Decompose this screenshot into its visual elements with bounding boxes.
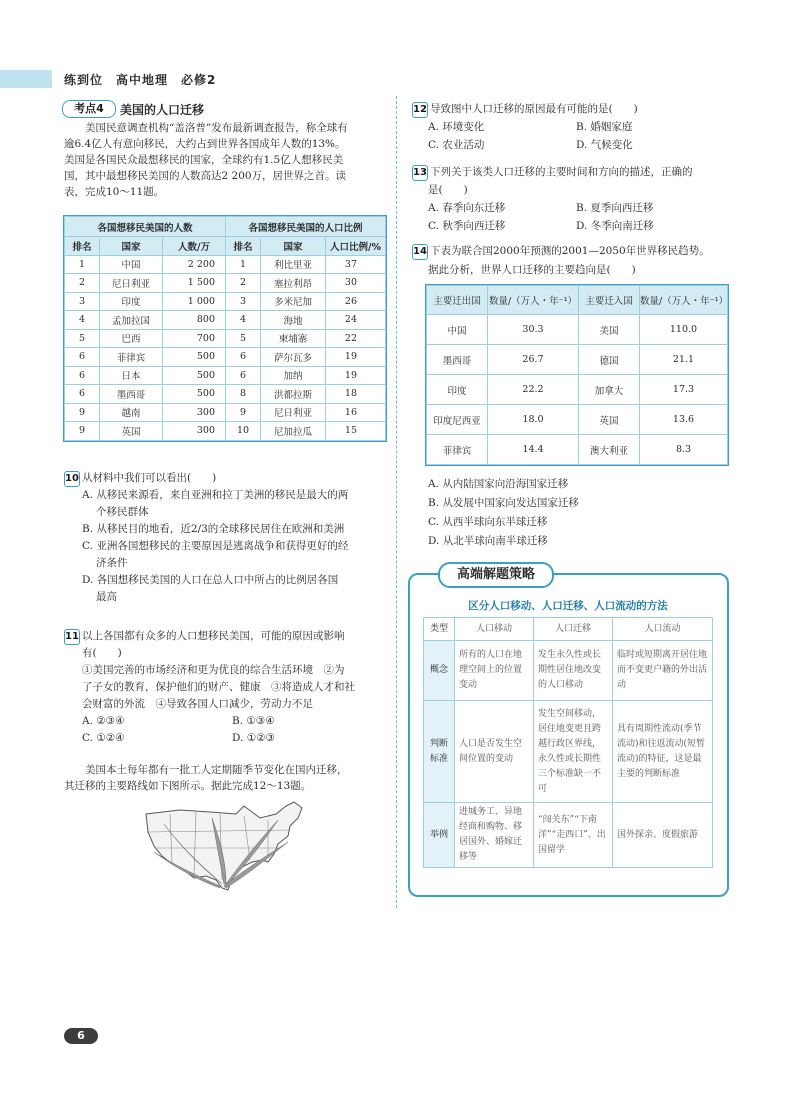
section-title: 美国的人口迁移 — [120, 103, 205, 117]
table-cell: 发生空间移动，居住地变更且跨越行政区界线，永久性或长期性三个标准缺一不可 — [534, 701, 613, 803]
table-cell: 利比里亚 — [261, 255, 326, 274]
question-10: 10 从材料中我们可以看出( ) A. 从移民来源看，来自亚洲和拉丁美洲的移民是最大的两 个移民群体 B. 从移民目的地看，近2/3的全球移民居住在欧洲和美洲 C. 亚洲各国想移民的主要原因是逃离战争和获得更好的经 济条件 D. 各国想移民美国的人口在总人口中所占的比例居各国 最高 — [64, 470, 386, 606]
table-row — [65, 274, 386, 293]
table-cell: 发生永久性或长期性居住地改变的人口移动 — [534, 641, 613, 701]
table-cell: 5 — [65, 329, 100, 348]
option-a[interactable]: A. ②③④ — [82, 715, 125, 727]
table-cell: 英国 — [579, 405, 640, 435]
question-12: 12 导致图中人口迁移的原因最有可能的是( ) A. 环境变化 B. 婚姻家庭 C. 农业活动 D. 气候变化 — [412, 100, 732, 154]
column-header: 人口迁移 — [534, 618, 613, 641]
table-cell: 1 — [65, 255, 100, 274]
table-cell: 9 — [65, 422, 100, 441]
option-c[interactable]: C. 农业活动 — [428, 139, 485, 151]
table-cell: 菲律宾 — [100, 348, 163, 367]
table-row — [65, 366, 386, 385]
table-cell: 22.2 — [488, 375, 579, 405]
table-row — [65, 348, 386, 367]
table-cell: 塞拉利昂 — [261, 274, 326, 293]
question-14-options — [428, 475, 728, 551]
table-cell: 中国 — [100, 255, 163, 274]
table-cell: 18.0 — [488, 405, 579, 435]
page-number: 6 — [64, 1028, 98, 1044]
table-cell: 澳大利亚 — [579, 435, 640, 465]
option-d[interactable]: D. 气候变化 — [576, 139, 633, 151]
table-row — [65, 292, 386, 311]
table-cell: 4 — [226, 311, 261, 330]
us-migration-map — [140, 796, 312, 896]
table-row — [65, 422, 386, 441]
table-cell: 300 — [163, 403, 226, 422]
option-c[interactable]: C. 从西半球向东半球迁移 — [428, 516, 548, 528]
table-cell: 尼加拉瓜 — [261, 422, 326, 441]
table-cell: 孟加拉国 — [100, 311, 163, 330]
table-row — [65, 255, 386, 274]
table-cell: 国外探亲、度假旅游 — [613, 803, 713, 868]
table-cell: 4 — [65, 311, 100, 330]
option-d[interactable]: D. 冬季向南迁移 — [576, 220, 654, 232]
table-cell: 500 — [163, 348, 226, 367]
column-header: 人口移动 — [455, 618, 534, 641]
table-row — [65, 403, 386, 422]
table-cell: 印度 — [427, 375, 488, 405]
table-cell: 具有周期性流动(季节流动)和往返流动(短暂流动)的特征，这是最主要的判断标准 — [613, 701, 713, 803]
table-row — [427, 405, 728, 435]
table-cell: 1 — [226, 255, 261, 274]
intro-paragraph: 美国民意调查机构“盖洛普”发布最新调查报告，称全球有 逾6.4亿人有意向移民，大约占到世界各国成年人数的13%。 美国是各国民众最想移民的国家，全球约有1.5亿人想移民美 国，其中最想移民美国的人数高达2 200万，居世界之首。读 表，完成10～11题。 — [64, 122, 348, 198]
table-cell: 6 — [65, 348, 100, 367]
question-13: 13 下列关于该类人口迁移的主要时间和方向的描述，正确的 是( ) A. 春季向东迁移 B. 夏季向西迁移 C. 秋季向西迁移 D. 冬季向南迁移 — [412, 163, 732, 235]
table-row — [427, 435, 728, 465]
row-label: 概念 — [424, 641, 455, 701]
table-row — [65, 385, 386, 404]
column-header: 主要迁入国 — [579, 286, 640, 315]
option-d[interactable]: D. ①②③ — [232, 732, 275, 744]
column-header: 排名 — [65, 237, 100, 256]
table-cell: 1 000 — [163, 292, 226, 311]
table-cell: 所有的人口在地理空间上的位置变动 — [455, 641, 534, 701]
table-cell: 印度尼西亚 — [427, 405, 488, 435]
table-cell: 2 — [65, 274, 100, 293]
column-header: 人数/万 — [163, 237, 226, 256]
table-row — [65, 329, 386, 348]
column-header: 排名 — [226, 237, 261, 256]
table-cell: 18 — [326, 385, 386, 404]
table-cell: 24 — [326, 311, 386, 330]
table-cell: 2 200 — [163, 255, 226, 274]
table-cell: 800 — [163, 311, 226, 330]
question-11: 11 以上各国都有众多的人口想移民美国，可能的原因或影响 有( ) ①美国完善的市场经济和更为优良的综合生活环境 ②为 了子女的教育，保护他们的财产、健康 ③将造成人才和社 会财富的外流 ④导致各国人口减少，劳动力不足 A. ②③④ B. ①③④ C. ①②④ D. ①②③ — [64, 628, 386, 747]
table-cell: 21.1 — [640, 345, 728, 375]
question-14: 14 下表为联合国2000年预测的2001—2050年世界移民趋势。 据此分析，世界人口迁移的主要趋向是( ) — [413, 245, 710, 276]
table-cell: 洪都拉斯 — [261, 385, 326, 404]
immigration-desire-table — [64, 216, 386, 441]
table-cell: 柬埔寨 — [261, 329, 326, 348]
table-cell: 巴西 — [100, 329, 163, 348]
column-header: 数量/（万人・年⁻¹） — [640, 286, 728, 315]
table-cell: 19 — [326, 366, 386, 385]
table-cell: 15 — [326, 422, 386, 441]
migration-trend-table — [426, 285, 728, 465]
strategy-title: 区分人口移动、人口迁移、人口流动的方法 — [468, 600, 668, 612]
table-cell: 110.0 — [640, 315, 728, 345]
question-number: 12 — [412, 102, 428, 118]
option-d[interactable]: D. 各国想移民美国的人口在总人口中所占的比例居各国 — [82, 574, 339, 586]
option-b[interactable]: B. 从移民目的地看，近2/3的全球移民居住在欧洲和美洲 — [82, 523, 345, 535]
table-cell: 8 — [226, 385, 261, 404]
table-cell: 加拿大 — [579, 375, 640, 405]
question-number: 13 — [412, 165, 428, 181]
running-header: 练到位 高中地理 必修2 — [64, 73, 217, 87]
table-row — [427, 345, 728, 375]
column-divider — [396, 96, 397, 908]
strategy-table — [423, 617, 713, 868]
table-cell: 英国 — [100, 422, 163, 441]
column-header: 人口流动 — [613, 618, 713, 641]
option-b[interactable]: B. 从发展中国家向发达国家迁移 — [428, 497, 579, 509]
table-cell: 16 — [326, 403, 386, 422]
table-cell: 8.3 — [640, 435, 728, 465]
table-cell: 1 500 — [163, 274, 226, 293]
table-cell: 3 — [226, 292, 261, 311]
table-cell: 30 — [326, 274, 386, 293]
option-a[interactable]: A. 从内陆国家向沿海国家迁移 — [428, 478, 569, 490]
table-cell: 德国 — [579, 345, 640, 375]
table-cell: 14.4 — [488, 435, 579, 465]
table-cell: “闯关东”“下南洋”“走西口”、出国留学 — [534, 803, 613, 868]
table-cell: 日本 — [100, 366, 163, 385]
table-cell: 临时或短期离开居住地而不变更户籍的外出活动 — [613, 641, 713, 701]
table-cell: 9 — [226, 403, 261, 422]
table-cell: 26 — [326, 292, 386, 311]
table-group-header: 各国想移民美国的人数 — [65, 217, 226, 237]
table-cell: 500 — [163, 366, 226, 385]
table-row — [65, 311, 386, 330]
question-number: 11 — [64, 629, 80, 645]
option-b[interactable]: B. ①③④ — [232, 715, 275, 727]
table-cell: 2 — [226, 274, 261, 293]
table-cell: 人口是否发生空间位置的变动 — [455, 701, 534, 803]
row-label: 举例 — [424, 803, 455, 868]
column-header: 数量/（万人・年⁻¹） — [488, 286, 579, 315]
row-label: 判断标准 — [424, 701, 455, 803]
table-cell: 3 — [65, 292, 100, 311]
table-cell: 300 — [163, 422, 226, 441]
header-accent-bar — [0, 70, 52, 88]
table-cell: 墨西哥 — [100, 385, 163, 404]
table-cell: 美国 — [579, 315, 640, 345]
column-header: 人口比例/% — [326, 237, 386, 256]
option-a[interactable]: A. 从移民来源看，来自亚洲和拉丁美洲的移民是最大的两 — [82, 489, 349, 501]
table-cell: 19 — [326, 348, 386, 367]
table-cell: 印度 — [100, 292, 163, 311]
table-cell: 5 — [226, 329, 261, 348]
option-c[interactable]: C. ①②④ — [82, 732, 125, 744]
table-cell: 加纳 — [261, 366, 326, 385]
table-cell: 中国 — [427, 315, 488, 345]
column-header: 国家 — [261, 237, 326, 256]
intro-paragraph-2: 美国本土每年都有一批工人定期随季节变化在国内迁移， 其迁移的主要路线如下图所示。据此完成12～13题。 — [64, 764, 348, 792]
question-number: 14 — [412, 244, 428, 260]
table-cell: 多米尼加 — [261, 292, 326, 311]
table-cell: 22 — [326, 329, 386, 348]
column-header: 国家 — [100, 237, 163, 256]
table-group-header: 各国想移民美国的人口比例 — [226, 217, 386, 237]
table-cell: 越南 — [100, 403, 163, 422]
table-cell: 26.7 — [488, 345, 579, 375]
column-header: 主要迁出国 — [427, 286, 488, 315]
table-cell: 700 — [163, 329, 226, 348]
table-cell: 13.6 — [640, 405, 728, 435]
table-cell: 海地 — [261, 311, 326, 330]
table-cell: 500 — [163, 385, 226, 404]
table-cell: 墨西哥 — [427, 345, 488, 375]
option-a[interactable]: A. 春季向东迁移 — [428, 202, 506, 214]
table-cell: 萨尔瓦多 — [261, 348, 326, 367]
table-cell: 尼日利亚 — [261, 403, 326, 422]
option-b[interactable]: B. 夏季向西迁移 — [576, 202, 654, 214]
table-row — [427, 375, 728, 405]
option-a[interactable]: A. 环境变化 — [428, 121, 485, 133]
option-c[interactable]: C. 秋季向西迁移 — [428, 220, 506, 232]
column-header: 类型 — [424, 618, 455, 641]
option-d[interactable]: D. 从北半球向南半球迁移 — [428, 535, 548, 547]
table-cell: 菲律宾 — [427, 435, 488, 465]
table-cell: 6 — [226, 366, 261, 385]
table-cell: 37 — [326, 255, 386, 274]
table-cell: 6 — [226, 348, 261, 367]
table-row — [427, 315, 728, 345]
table-cell: 9 — [65, 403, 100, 422]
table-cell: 6 — [65, 366, 100, 385]
table-cell: 进城务工、异地经商和购物、移居国外、婚嫁迁移等 — [455, 803, 534, 868]
table-cell: 6 — [65, 385, 100, 404]
table-cell: 尼日利亚 — [100, 274, 163, 293]
option-b[interactable]: B. 婚姻家庭 — [576, 121, 633, 133]
strategy-tab: 高端解题策略 — [438, 562, 554, 588]
table-cell: 30.3 — [488, 315, 579, 345]
option-c[interactable]: C. 亚洲各国想移民的主要原因是逃离战争和获得更好的经 — [82, 540, 349, 552]
question-number: 10 — [64, 471, 80, 487]
table-cell: 10 — [226, 422, 261, 441]
table-cell: 17.3 — [640, 375, 728, 405]
section-tag: 考点4 — [62, 100, 116, 118]
